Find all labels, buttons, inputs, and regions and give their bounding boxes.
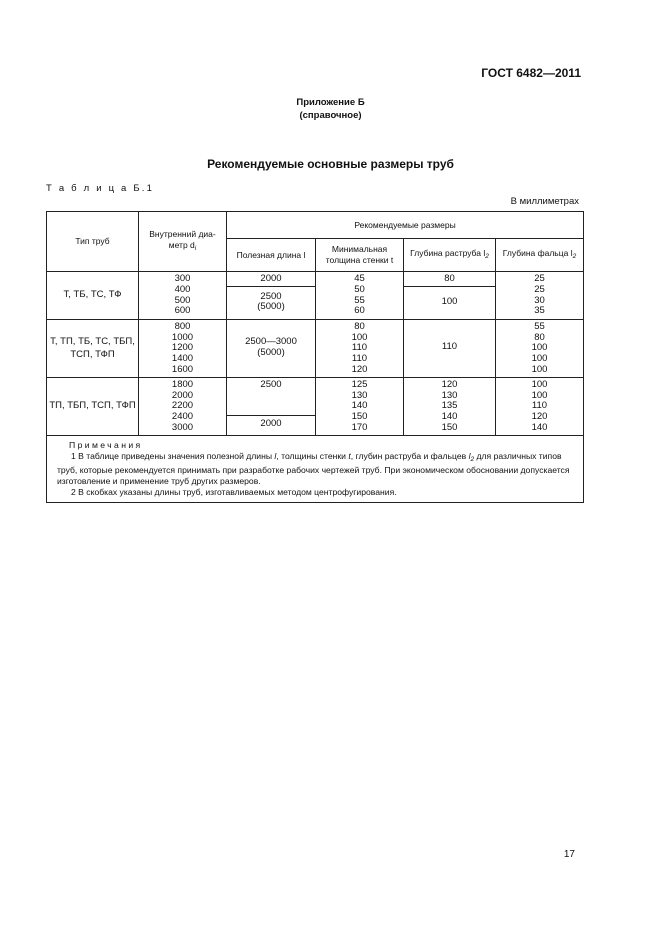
group1-thickness: 45 50 55 60 — [316, 272, 404, 320]
header-diameter: Внутренний диа- метр $d_i$ — [139, 212, 227, 272]
group1-socket-b: 100 — [404, 286, 496, 319]
group2-type: Т, ТП, ТБ, ТС, ТБП, ТСП, ТФП — [47, 319, 139, 377]
group1-socket-a: 80 — [404, 272, 496, 287]
group3-socket: 120 130 135 140 150 — [404, 377, 496, 435]
group3-rebate: 100 100 110 120 140 — [496, 377, 584, 435]
header-recommended: Рекомендуемые размеры — [227, 212, 584, 239]
group3-type: ТП, ТБП, ТСП, ТФП — [47, 377, 139, 435]
standard-number: ГОСТ 6482—2011 — [481, 66, 581, 80]
group1-length-b: 2500 (5000) — [227, 286, 316, 319]
group2-thickness: 80 100 110 110 120 — [316, 319, 404, 377]
header-socket-depth: Глубина раструба $l_2$ — [404, 239, 496, 272]
group1-diameters: 300 400 500 600 — [139, 272, 227, 320]
group1-length-a: 2000 — [227, 272, 316, 287]
group2-rebate: 55 80 100 100 100 — [496, 319, 584, 377]
note-2: 2 В скобках указаны длины труб, изготавливаемых методом центрофугирования. — [71, 486, 397, 497]
header-rebate-depth: Глубина фальца $l_2$ — [496, 239, 584, 272]
table-label: Т а б л и ц а Б.1 — [46, 183, 155, 194]
page-number: 17 — [563, 849, 575, 860]
header-length: Полезная длина l — [227, 239, 316, 272]
header-type: Тип труб — [47, 212, 139, 272]
group2-length: 2500—3000 (5000) — [227, 319, 316, 377]
group1-type: Т, ТБ, ТС, ТФ — [47, 272, 139, 320]
group3-thickness: 125 130 140 150 170 — [316, 377, 404, 435]
group3-diameters: 1800 2000 2200 2400 3000 — [139, 377, 227, 435]
group3-length-b: 2000 — [227, 415, 316, 435]
annex-heading — [0, 96, 661, 122]
annex-kind: (справочное) — [299, 110, 362, 121]
page-title: Рекомендуемые основные размеры труб — [207, 157, 454, 171]
group1-rebate: 25 25 30 35 — [496, 272, 584, 320]
annex-title: Приложение Б — [296, 97, 365, 108]
notes-heading: Примечания — [69, 439, 143, 450]
table-row — [47, 319, 584, 377]
group3-length-a: 2500 — [227, 377, 316, 415]
group2-diameters: 800 1000 1200 1400 1600 — [139, 319, 227, 377]
dimensions-table — [46, 211, 584, 503]
header-thickness: Минимальная толщина стенки t — [316, 239, 404, 272]
group2-socket: 110 — [404, 319, 496, 377]
table-notes — [47, 435, 584, 502]
table-row — [47, 377, 584, 415]
note-1: 1 В таблице приведены значения полезной длины l, толщины стенки t, глубин раструба и фальцев $l_2$ для различных типов труб, которые рекомендуется принимать при разработке рабочих чертежей труб. При экономическом обосновании допускается изготовление и применение труб других размеров. — [57, 450, 570, 487]
table-row — [47, 272, 584, 287]
units-label: В миллиметрах — [510, 196, 579, 207]
